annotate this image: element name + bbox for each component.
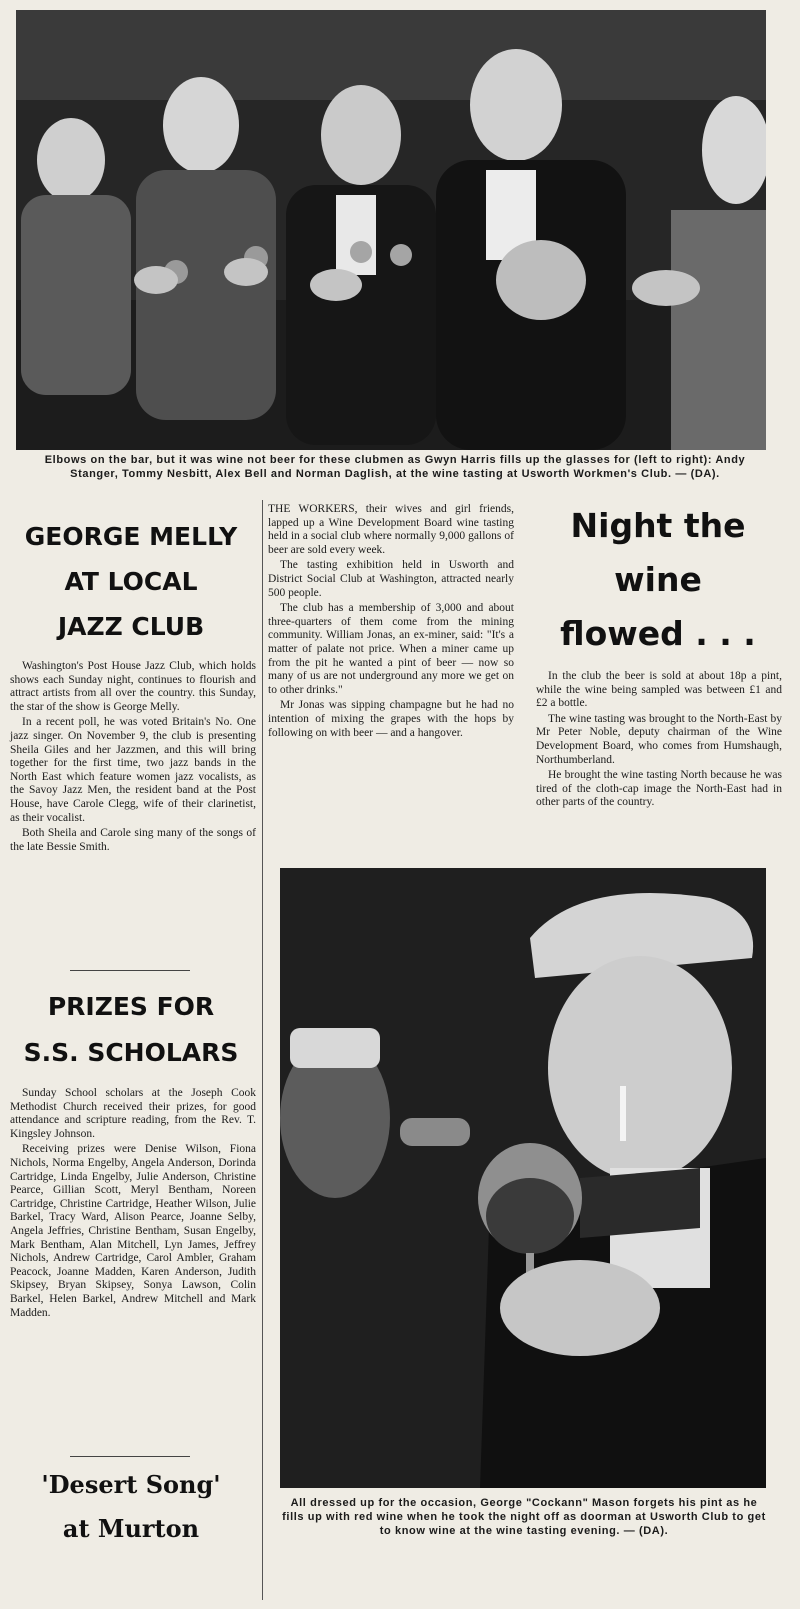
desert-headline-line-1: 'Desert Song'	[41, 1470, 221, 1499]
prizes-headline-line-1: PRIZES FOR	[47, 992, 215, 1021]
wine-article-column-2	[536, 670, 782, 812]
george-mason-photo-caption: All dressed up for the occasion, George "Cockann" Mason forgets his pint as he fills up with red wine when he took the night off as doorman at Usworth Club to get to know wine at the wine tasting evening. — (DA).	[282, 1497, 766, 1537]
column-rule	[70, 970, 190, 971]
clubmen-photo-illustration	[16, 10, 766, 450]
wine-headline-line-2: wine	[614, 560, 702, 599]
wine-paragraph: The wine tasting was brought to the North-East by Mr Peter Noble, deputy chairman of the Wine Development Board, who comes from Humshaugh, Northumberland.	[536, 712, 782, 766]
wine-paragraph: The club has a membership of 3,000 and about three-quarters of them come from the mining community. William Jonas, an ex-miner, said: "It's a matter of palate not price. When a miner came up from the pit he wanted a pint of beer — now so many of us are not underground any more we get on to other drinks."	[268, 602, 514, 696]
melly-paragraph: Washington's Post House Jazz Club, which holds shows each Sunday night, continues to flourish and attract artists from all over the country. this Sunday, the star of the show is George Melly.	[10, 660, 256, 713]
wine-paragraph: The tasting exhibition held in Usworth and District Social Club at Washington, attracted nearly 500 people.	[268, 559, 514, 599]
wine-paragraph: In the club the beer is sold at about 18p a pint, while the wine being sampled was between £1 and £2 a bottle.	[536, 670, 782, 710]
george-mason-photo	[280, 868, 766, 1488]
wine-paragraph: THE WORKERS, their wives and girl friends, lapped up a Wine Development Board wine tasting held in a social club where normally 9,000 gallons of beer are sold every week.	[268, 503, 514, 556]
clubmen-photo-caption: Elbows on the bar, but it was wine not beer for these clubmen as Gwyn Harris fills up the glasses for (left to right): Andy Stanger, Tommy Nesbitt, Alex Bell and Norman Daglish, at the wine tasting at Usworth Workmen's Club. — (DA).	[44, 454, 746, 480]
desert-headline-line-2: at Murton	[62, 1514, 200, 1543]
melly-headline-line-3: JAZZ CLUB	[57, 612, 205, 641]
prizes-paragraph: Receiving prizes were Denise Wilson, Fiona Nichols, Norma Engelby, Angela Anderson, Dorinda Cartridge, Linda Engelby, Julie Anderson, Christine Pearce, Gillian Scott, Meryl Bentham, Noreen Cartridge, Christine Cartridge, Heather Wilson, Julie Barkel, Tracy Ward, Alison Pearce, Joanne Selby, Angela Jeffries, Christine Bentham, Susan Engelby, Mark Bentham, Alan Mitchell, Lyn James, Jeffrey Nichols, Andrew Cartridge, Carol Ambler, Graham Peacock, Joanne Madden, Karen Anderson, Judith Skipsey, Bryan Skipsey, Sonya Lawson, Colin Barkel, Helen Barkel, Andrew Mitchell and Mark Madden.	[10, 1143, 256, 1319]
wine-paragraph: Mr Jonas was sipping champagne but he had no intention of mixing the grapes with the hops by following on with beer — and a hangover.	[268, 699, 514, 739]
prizes-article-body	[10, 1087, 256, 1322]
column-divider	[262, 500, 263, 1600]
melly-headline-line-2: AT LOCAL	[64, 567, 198, 596]
wine-article-column-1	[268, 503, 514, 742]
column-rule	[70, 1456, 190, 1457]
melly-paragraph: Both Sheila and Carole sing many of the songs of the late Bessie Smith.	[10, 827, 256, 853]
clubmen-photo	[16, 10, 766, 450]
wine-headline-line-3: flowed . . .	[560, 614, 756, 653]
wine-paragraph: He brought the wine tasting North because he was tired of the cloth-cap image the North-East had in other parts of the country.	[536, 769, 782, 809]
george-mason-photo-illustration	[280, 868, 766, 1488]
prizes-headline-line-2: S.S. SCHOLARS	[23, 1038, 239, 1067]
melly-paragraph: In a recent poll, he was voted Britain's No. One jazz singer. On November 9, the club is presenting Sheila Giles and her Jazzmen, and this will bring together for the first time, two jazz bands in the North East which feature women jazz vocalists, as the Savoy Jazz Men, the resident band at the Post House, have Carole Clegg, wife of their clarinetist, as their vocalist.	[10, 716, 256, 824]
melly-article-body	[10, 660, 256, 856]
wine-headline-line-1: Night the	[570, 506, 746, 545]
melly-headline-line-1: GEORGE MELLY	[24, 522, 238, 551]
prizes-paragraph: Sunday School scholars at the Joseph Cook Methodist Church received their prizes, for good attendance and scripture reading, from the Rev. T. Kingsley Johnson.	[10, 1087, 256, 1140]
